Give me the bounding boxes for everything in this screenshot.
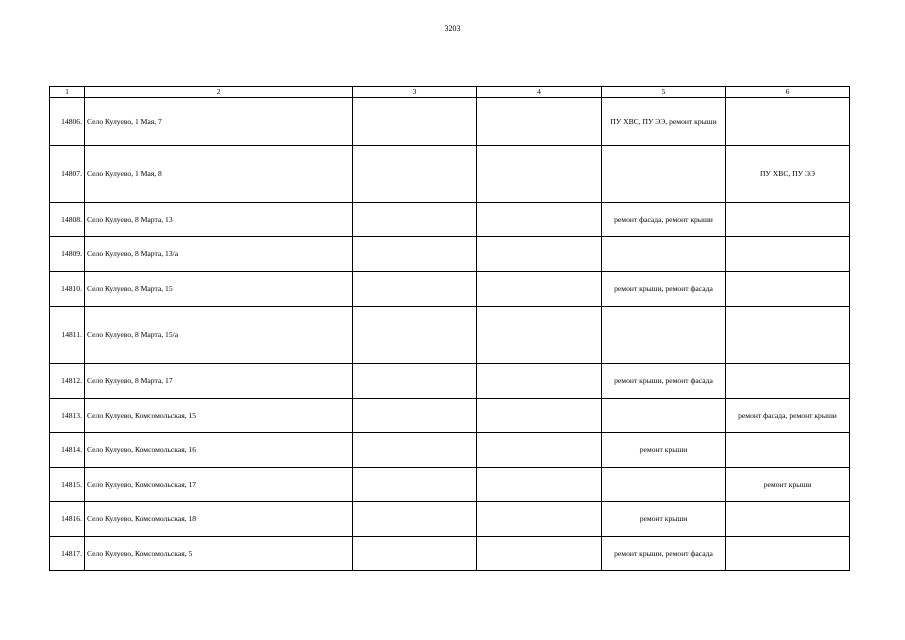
row-number: 14806. — [50, 98, 85, 146]
col3-cell — [353, 307, 477, 364]
col6-cell — [726, 307, 850, 364]
address-cell: Село Кулуево, 8 Марта, 17 — [85, 364, 353, 399]
col3-cell — [353, 468, 477, 502]
row-number: 14816. — [50, 502, 85, 537]
address-cell: Село Кулуево, Комсомольская, 17 — [85, 468, 353, 502]
col6-cell — [726, 433, 850, 468]
column-header-4: 4 — [477, 87, 602, 98]
table-row — [50, 364, 850, 399]
column-header-6: 6 — [726, 87, 850, 98]
address-cell: Село Кулуево, Комсомольская, 5 — [85, 537, 353, 571]
row-number: 14813. — [50, 399, 85, 433]
header-row — [50, 87, 850, 98]
col5-cell: ремонт крыши — [602, 433, 726, 468]
col4-cell — [477, 146, 602, 203]
col6-cell — [726, 537, 850, 571]
repair-table — [49, 86, 850, 571]
column-header-5: 5 — [602, 87, 726, 98]
col4-cell — [477, 203, 602, 237]
col3-cell — [353, 364, 477, 399]
col6-cell — [726, 237, 850, 272]
col3-cell — [353, 399, 477, 433]
row-number: 14815. — [50, 468, 85, 502]
table-row — [50, 203, 850, 237]
table-row — [50, 468, 850, 502]
col5-cell: ПУ ХВС, ПУ ЭЭ, ремонт крыши — [602, 98, 726, 146]
row-number: 14808. — [50, 203, 85, 237]
col6-cell — [726, 502, 850, 537]
table-row — [50, 537, 850, 571]
col4-cell — [477, 272, 602, 307]
address-cell: Село Кулуево, 8 Марта, 13 — [85, 203, 353, 237]
address-cell: Село Кулуево, 8 Марта, 15 — [85, 272, 353, 307]
col4-cell — [477, 307, 602, 364]
address-cell: Село Кулуево, 1 Мая, 7 — [85, 98, 353, 146]
col5-cell: ремонт крыши, ремонт фасада — [602, 537, 726, 571]
col6-cell: ремонт фасада, ремонт крыши — [726, 399, 850, 433]
col6-cell — [726, 98, 850, 146]
column-header-2: 2 — [85, 87, 353, 98]
address-cell: Село Кулуево, Комсомольская, 18 — [85, 502, 353, 537]
table-row — [50, 502, 850, 537]
page-number: 3203 — [444, 24, 461, 33]
col6-cell: ПУ ХВС, ПУ ЭЭ — [726, 146, 850, 203]
col3-cell — [353, 146, 477, 203]
address-cell: Село Кулуево, Комсомольская, 15 — [85, 399, 353, 433]
address-cell: Село Кулуево, Комсомольская, 16 — [85, 433, 353, 468]
col3-cell — [353, 203, 477, 237]
col3-cell — [353, 272, 477, 307]
table-row — [50, 399, 850, 433]
table-row — [50, 272, 850, 307]
col5-cell: ремонт фасада, ремонт крыши — [602, 203, 726, 237]
col6-cell — [726, 203, 850, 237]
column-header-3: 3 — [353, 87, 477, 98]
col5-cell: ремонт крыши, ремонт фасада — [602, 364, 726, 399]
table-row — [50, 98, 850, 146]
col3-cell — [353, 237, 477, 272]
row-number: 14812. — [50, 364, 85, 399]
col5-cell — [602, 399, 726, 433]
row-number: 14814. — [50, 433, 85, 468]
address-cell: Село Кулуево, 1 Мая, 8 — [85, 146, 353, 203]
col5-cell — [602, 468, 726, 502]
address-cell: Село Кулуево, 8 Марта, 13/а — [85, 237, 353, 272]
col5-cell — [602, 307, 726, 364]
table-row — [50, 237, 850, 272]
column-header-1: 1 — [50, 87, 85, 98]
col3-cell — [353, 502, 477, 537]
row-number: 14810. — [50, 272, 85, 307]
row-number: 14817. — [50, 537, 85, 571]
col5-cell — [602, 237, 726, 272]
col4-cell — [477, 468, 602, 502]
col3-cell — [353, 433, 477, 468]
row-number: 14807. — [50, 146, 85, 203]
col4-cell — [477, 399, 602, 433]
col4-cell — [477, 237, 602, 272]
col4-cell — [477, 98, 602, 146]
col6-cell: ремонт крыши — [726, 468, 850, 502]
table-row — [50, 146, 850, 203]
table-row — [50, 433, 850, 468]
row-number: 14809. — [50, 237, 85, 272]
col4-cell — [477, 433, 602, 468]
col5-cell: ремонт крыши — [602, 502, 726, 537]
col3-cell — [353, 98, 477, 146]
col4-cell — [477, 364, 602, 399]
table-row — [50, 307, 850, 364]
col5-cell: ремонт крыши, ремонт фасада — [602, 272, 726, 307]
col6-cell — [726, 364, 850, 399]
col4-cell — [477, 537, 602, 571]
col3-cell — [353, 537, 477, 571]
row-number: 14811. — [50, 307, 85, 364]
col5-cell — [602, 146, 726, 203]
col6-cell — [726, 272, 850, 307]
address-cell: Село Кулуево, 8 Марта, 15/а — [85, 307, 353, 364]
col4-cell — [477, 502, 602, 537]
